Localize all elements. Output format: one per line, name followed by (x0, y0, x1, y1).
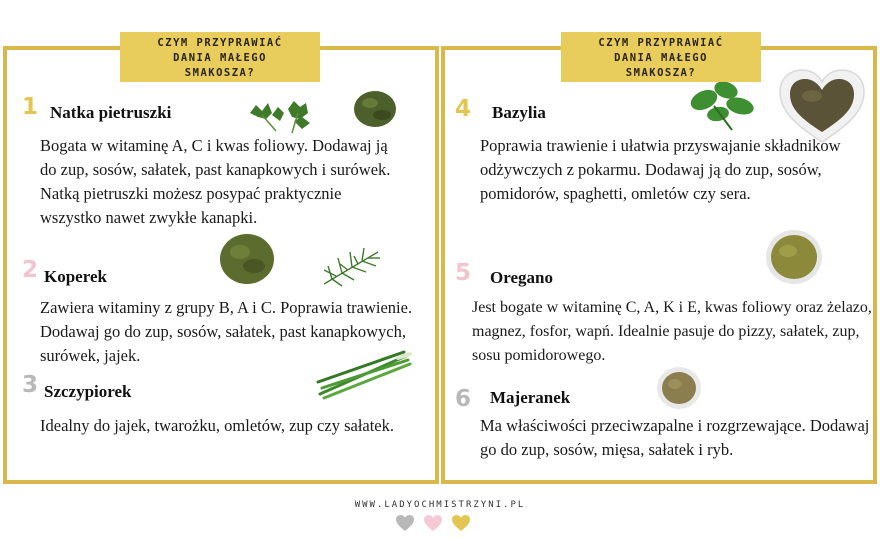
item-number-3: 3 (22, 372, 39, 398)
item-number-5: 5 (455, 260, 472, 286)
marjoram-icon (656, 366, 702, 410)
item-heading-bazylia: Bazylia (492, 103, 546, 122)
item-text-natka: Bogata w witaminę A, C i kwas foliowy. Dodawaj ją do zup, sosów, sałatek, past kanapkowych i surówek. Natką pietruszki możesz posypać praktycznie wszystko nawet zwykłe kanapki. (40, 136, 391, 227)
item-text-majeranek: Ma właściwości przeciwzapalne i rozgrzewające. Dodawaj go do zup, sosów, mięsa, sałatek i ryb. (480, 416, 870, 459)
item-text-oregano: Jest bogate w witaminę C, A, K i E, kwas foliowy oraz żelazo, magnez, fosfor, wapń. Idealnie pasuje do pizzy, sałatek, zup, sosu pomidorowego. (472, 299, 872, 364)
heart-icon (451, 514, 471, 532)
item-heading-oregano: Oregano (490, 268, 553, 287)
item-number-6: 6 (455, 386, 472, 412)
dried-parsley-icon (352, 88, 398, 130)
item-number-2: 2 (22, 257, 39, 283)
oregano-icon (765, 229, 823, 285)
item-heading-koperek: Koperek (44, 267, 107, 286)
hearts-row (395, 514, 471, 532)
item-text-bazylia: Poprawia trawienie i ułatwia przyswajanie składników odżywczych z pokarmu. Dodawaj ją do zup, sosów, pomidorów, spaghetti, omletów czy sera. (480, 136, 841, 203)
basil-icon (684, 76, 762, 132)
dill-icon (318, 244, 384, 292)
dried-dill-icon (218, 232, 276, 286)
item-heading-majeranek: Majeranek (490, 388, 571, 407)
heart-icon (395, 514, 415, 532)
footer-url: WWW.LADYOCHMISTRZYNI.PL (354, 500, 526, 510)
item-text-koperek: Zawiera witaminy z grupy B, A i C. Poprawia trawienie. Dodawaj go do zup, sosów, sałatek, past kanapkowych, surówek, jajek. (40, 298, 413, 365)
heart-icon (423, 514, 443, 532)
item-heading-szczypiorek: Szczypiorek (44, 382, 132, 401)
item-number-4: 4 (455, 96, 472, 122)
item-heading-natka: Natka pietruszki (50, 103, 172, 122)
item-text-szczypiorek: Idealny do jajek, twarożku, omletów, zup czy sałatek. (40, 416, 395, 435)
chives-icon (314, 348, 414, 400)
item-number-1: 1 (22, 94, 39, 120)
dried-basil-bowl-icon (776, 68, 868, 146)
parsley-icon (242, 95, 318, 135)
right-banner: CZYM PRZYPRAWIAĆ DANIA MAŁEGO SMAKOSZA? (561, 32, 761, 82)
left-banner: CZYM PRZYPRAWIAĆ DANIA MAŁEGO SMAKOSZA? (120, 32, 320, 82)
